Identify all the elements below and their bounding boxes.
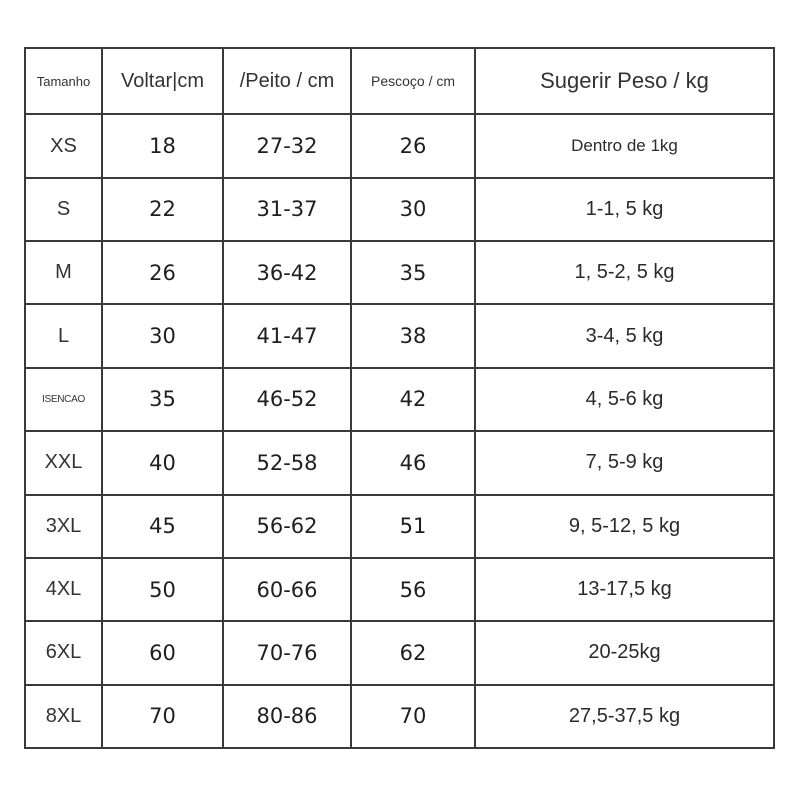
table-row xyxy=(25,304,774,367)
chest-cell: 36-42 xyxy=(223,241,351,304)
chest-cell: 41-47 xyxy=(223,304,351,367)
header-row xyxy=(25,48,774,114)
header-back: Voltar|cm xyxy=(102,48,223,114)
weight-cell: 9, 5-12, 5 kg xyxy=(475,495,774,558)
back-cell: 45 xyxy=(102,495,223,558)
header-size: Tamanho xyxy=(25,48,102,114)
back-cell: 18 xyxy=(102,114,223,177)
weight-cell: 13-17,5 kg xyxy=(475,558,774,621)
table-row xyxy=(25,368,774,431)
table-row xyxy=(25,558,774,621)
size-cell: L xyxy=(25,304,102,367)
table-row xyxy=(25,685,774,748)
back-cell: 40 xyxy=(102,431,223,494)
weight-cell: 3-4, 5 kg xyxy=(475,304,774,367)
neck-cell: 46 xyxy=(351,431,475,494)
neck-cell: 51 xyxy=(351,495,475,558)
size-cell: 8XL xyxy=(25,685,102,748)
chest-cell: 31-37 xyxy=(223,178,351,241)
chest-cell: 80-86 xyxy=(223,685,351,748)
size-cell: ISENCAO xyxy=(25,368,102,431)
size-cell: M xyxy=(25,241,102,304)
back-cell: 30 xyxy=(102,304,223,367)
neck-cell: 62 xyxy=(351,621,475,684)
table-row xyxy=(25,431,774,494)
size-cell: S xyxy=(25,178,102,241)
size-cell: 6XL xyxy=(25,621,102,684)
weight-cell: 7, 5-9 kg xyxy=(475,431,774,494)
size-cell: 3XL xyxy=(25,495,102,558)
back-cell: 26 xyxy=(102,241,223,304)
neck-cell: 56 xyxy=(351,558,475,621)
weight-cell: 4, 5-6 kg xyxy=(475,368,774,431)
chest-cell: 60-66 xyxy=(223,558,351,621)
header-weight: Sugerir Peso / kg xyxy=(475,48,774,114)
weight-cell: 1, 5-2, 5 kg xyxy=(475,241,774,304)
size-cell: XS xyxy=(25,114,102,177)
back-cell: 35 xyxy=(102,368,223,431)
table-row xyxy=(25,114,774,177)
table-row xyxy=(25,241,774,304)
header-neck: Pescoço / cm xyxy=(351,48,475,114)
back-cell: 60 xyxy=(102,621,223,684)
neck-cell: 26 xyxy=(351,114,475,177)
size-cell: XXL xyxy=(25,431,102,494)
back-cell: 22 xyxy=(102,178,223,241)
size-cell: 4XL xyxy=(25,558,102,621)
back-cell: 70 xyxy=(102,685,223,748)
neck-cell: 70 xyxy=(351,685,475,748)
table-row xyxy=(25,178,774,241)
weight-cell: 27,5-37,5 kg xyxy=(475,685,774,748)
back-cell: 50 xyxy=(102,558,223,621)
neck-cell: 30 xyxy=(351,178,475,241)
neck-cell: 38 xyxy=(351,304,475,367)
table-row xyxy=(25,495,774,558)
weight-cell: 20-25kg xyxy=(475,621,774,684)
weight-cell: Dentro de 1kg xyxy=(475,114,774,177)
chest-cell: 27-32 xyxy=(223,114,351,177)
chest-cell: 70-76 xyxy=(223,621,351,684)
header-chest: /Peito / cm xyxy=(223,48,351,114)
chest-cell: 56-62 xyxy=(223,495,351,558)
chest-cell: 52-58 xyxy=(223,431,351,494)
chest-cell: 46-52 xyxy=(223,368,351,431)
size-chart-table xyxy=(24,47,775,749)
neck-cell: 42 xyxy=(351,368,475,431)
neck-cell: 35 xyxy=(351,241,475,304)
table-row xyxy=(25,621,774,684)
weight-cell: 1-1, 5 kg xyxy=(475,178,774,241)
